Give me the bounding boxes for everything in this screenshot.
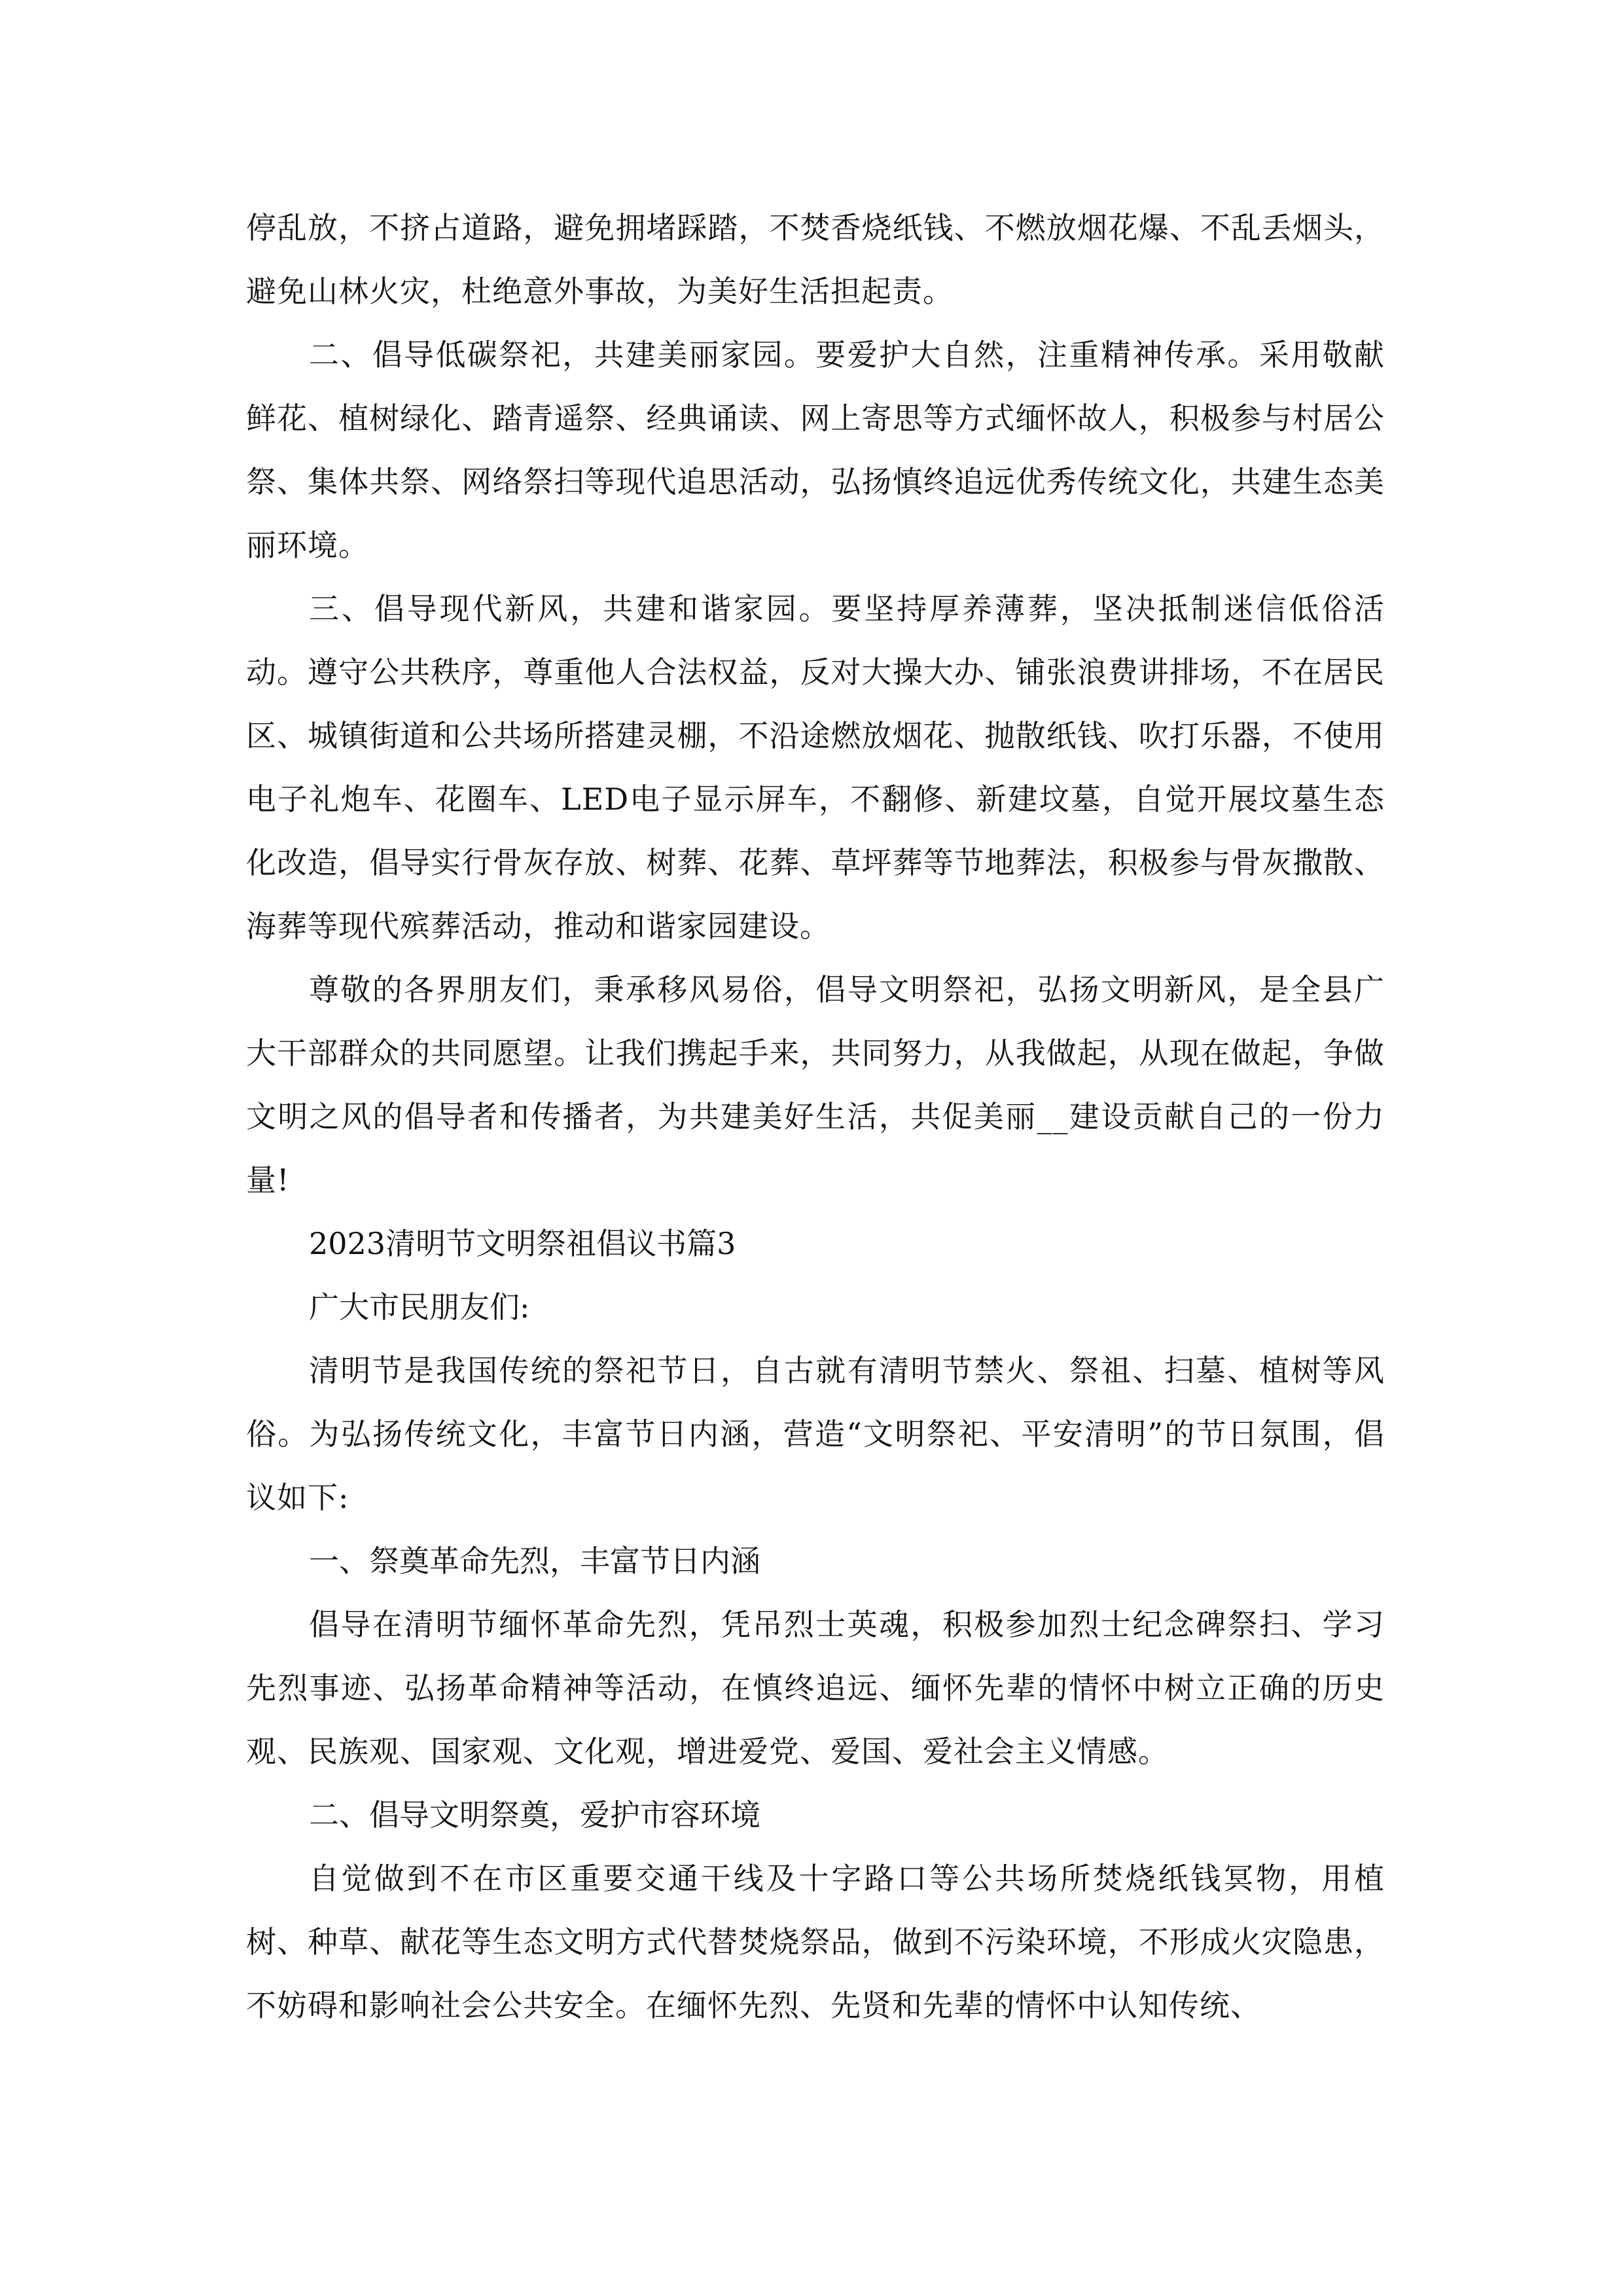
subheading-1: 一、祭奠革命先烈，丰富节日内涵: [309, 1543, 760, 1579]
section-title: 2023清明节文明祭祖倡议书篇3: [309, 1226, 736, 1261]
paragraph-1: 停乱放，不挤占道路，避免拥堵踩踏，不焚香烧纸钱、不燃放烟花爆、不乱丢烟头，避免山林火灾，杜绝意外事故，为美好生活担起责。: [246, 210, 1385, 309]
document-page: [246, 196, 1385, 2037]
paragraph-2: 二、倡导低碳祭祀，共建美丽家园。要爱护大自然，注重精神传承。采用敬献鲜花、植树绿化、踏青遥祭、经典诵读、网上寄思等方式缅怀故人，积极参与村居公祭、集体共祭、网络祭扫等现代追思活动，弘扬慎终追远优秀传统文化，共建生态美丽环境。: [246, 337, 1385, 563]
paragraph-5: 清明节是我国传统的祭祀节日，自古就有清明节禁火、祭祖、扫墓、植树等风俗。为弘扬传统文化，丰富节日内涵，营造“文明祭祀、平安清明”的节日氛围，倡议如下:: [246, 1353, 1385, 1515]
salutation: 广大市民朋友们:: [309, 1289, 530, 1325]
paragraph-4: 尊敬的各界朋友们，秉承移风易俗，倡导文明祭祀，弘扬文明新风，是全县广大干部群众的共同愿望。让我们携起手来，共同努力，从我做起，从现在做起，争做文明之风的倡导者和传播者，为共建美好生活，共促美丽__建设贡献自己的一份力量!: [246, 972, 1385, 1198]
subheading-2: 二、倡导文明祭奠，爱护市容环境: [309, 1797, 760, 1833]
paragraph-7: 自觉做到不在市区重要交通干线及十字路口等公共场所焚烧纸钱冥物，用植树、种草、献花等生态文明方式代替焚烧祭品，做到不污染环境，不形成火灾隐患，不妨碍和影响社会公共安全。在缅怀先烈、先贤和先辈的情怀中认知传统、: [246, 1861, 1385, 2023]
paragraph-3: 三、倡导现代新风，共建和谐家园。要坚持厚养薄葬，坚决抵制迷信低俗活动。遵守公共秩序，尊重他人合法权益，反对大操大办、铺张浪费讲排场，不在居民区、城镇街道和公共场所搭建灵棚，不沿途燃放烟花、抛散纸钱、吹打乐器，不使用电子礼炮车、花圈车、LED电子显示屏车，不翻修、新建坟墓，自觉开展坟墓生态化改造，倡导实行骨灰存放、树葬、花葬、草坪葬等节地葬法，积极参与骨灰撒散、海葬等现代殡葬活动，推动和谐家园建设。: [246, 591, 1385, 944]
paragraph-6: 倡导在清明节缅怀革命先烈，凭吊烈士英魂，积极参加烈士纪念碑祭扫、学习先烈事迹、弘扬革命精神等活动，在慎终追远、缅怀先辈的情怀中树立正确的历史观、民族观、国家观、文化观，增进爱党、爱国、爱社会主义情感。: [246, 1607, 1385, 1769]
